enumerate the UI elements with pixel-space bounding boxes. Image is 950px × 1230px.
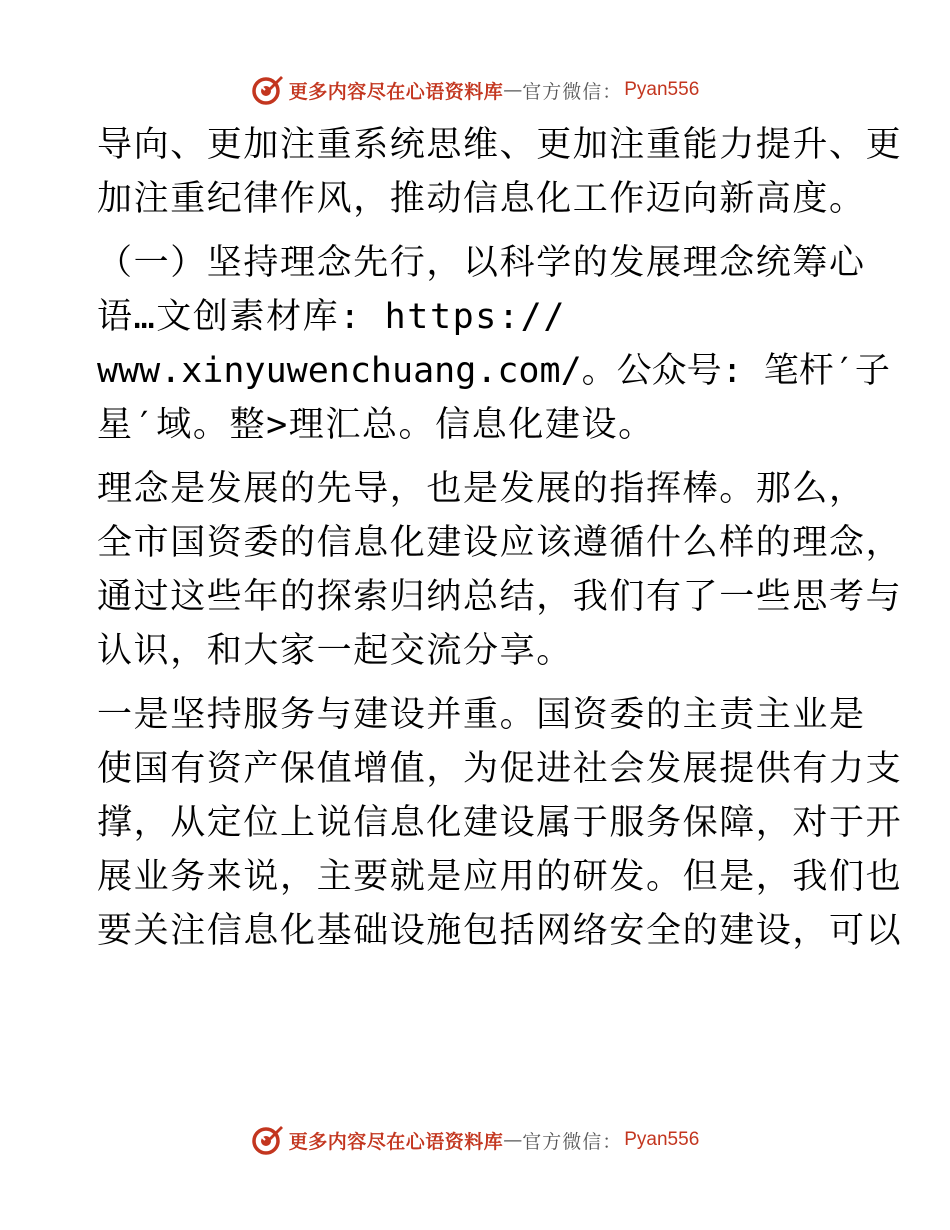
pen-nib-circle-logo-icon xyxy=(251,1123,285,1157)
text-line: 全市国资委的信息化建设应该遵循什么样的理念， xyxy=(97,523,903,563)
paragraph-3 xyxy=(97,462,903,678)
paragraph-2 xyxy=(97,236,890,452)
footer-separator: — xyxy=(503,1129,523,1151)
section-heading-line: （一）坚持理念先行，以科学的发展理念统筹心 xyxy=(97,243,866,283)
paragraph-1 xyxy=(97,118,903,226)
text-line: 加注重纪律作风，推动信息化工作迈向新高度。 xyxy=(97,179,866,219)
footer-contact-id: Pyan556 xyxy=(624,1129,700,1150)
header-brand-text: 更多内容尽在心语资料库 xyxy=(288,80,504,103)
text-line: 认识，和大家一起交流分享。 xyxy=(97,631,573,671)
header-banner xyxy=(0,70,950,110)
text-line: 一是坚持服务与建设并重。国资委的主责主业是 xyxy=(97,695,866,735)
footer-banner xyxy=(0,1120,950,1160)
document-body xyxy=(97,118,903,958)
header-separator: — xyxy=(503,79,523,101)
paragraph-4 xyxy=(97,688,903,958)
text-line: www.xinyuwenchuang.com/。公众号: 笔杆′子 xyxy=(97,351,890,391)
header-contact-id: Pyan556 xyxy=(624,79,700,100)
text-line: 使国有资产保值增值，为促进社会发展提供有力支 xyxy=(97,749,903,789)
text-line: 要关注信息化基础设施包括网络安全的建设，可以 xyxy=(97,911,903,951)
footer-brand-text: 更多内容尽在心语资料库 xyxy=(288,1130,504,1153)
text-line: 导向、更加注重系统思维、更加注重能力提升、更 xyxy=(97,125,903,165)
text-line: 星′域。整>理汇总。信息化建设。 xyxy=(97,405,655,445)
text-line: 通过这些年的探索归纳总结，我们有了一些思考与 xyxy=(97,577,903,617)
text-line: 展业务来说，主要就是应用的研发。但是，我们也 xyxy=(97,857,903,897)
header-contact-label: 官方微信： xyxy=(522,80,623,103)
text-line: 理念是发展的先导，也是发展的指挥棒。那么， xyxy=(97,469,866,509)
pen-nib-circle-logo-icon xyxy=(251,73,285,107)
footer-contact-label: 官方微信： xyxy=(522,1130,623,1153)
text-line: 语…文创素材库: https:// xyxy=(97,297,566,337)
text-line: 撑，从定位上说信息化建设属于服务保障，对于开 xyxy=(97,803,903,843)
